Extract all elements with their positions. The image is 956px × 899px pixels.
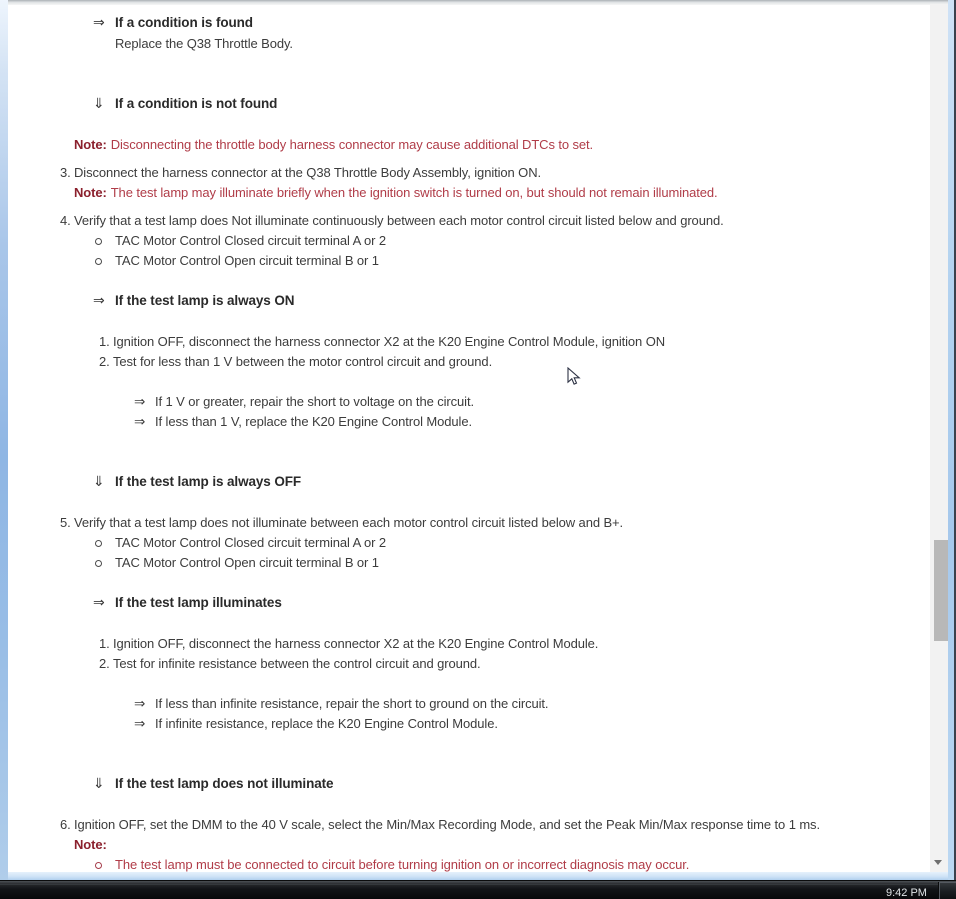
result-text: If 1 V or greater, repair the short to voltage on the circuit. bbox=[155, 394, 474, 409]
sub-step bbox=[99, 634, 930, 654]
note-text: Disconnecting the throttle body harness connector may cause additional DTCs to set. bbox=[110, 137, 594, 152]
step-text: Ignition OFF, disconnect the harness connector X2 at the K20 Engine Control Module. bbox=[113, 636, 599, 651]
list-item-text: TAC Motor Control Open circuit terminal B or 1 bbox=[115, 253, 379, 268]
step-text: Verify that a test lamp does Not illuminate continuously between each motor control circuit listed below and ground. bbox=[74, 213, 724, 228]
circle-bullet-icon bbox=[95, 238, 102, 245]
list-item bbox=[95, 251, 930, 271]
note bbox=[74, 183, 930, 203]
scroll-down-button[interactable] bbox=[934, 860, 942, 865]
result-line bbox=[134, 412, 930, 432]
list-item bbox=[95, 553, 930, 573]
result-text: If less than 1 V, replace the K20 Engine Control Module. bbox=[155, 414, 472, 429]
document-content bbox=[8, 4, 930, 872]
double-right-arrow-icon: ⇒ bbox=[93, 15, 105, 31]
condition-label: If the test lamp does not illuminate bbox=[115, 776, 334, 791]
step-text: Verify that a test lamp does not illuminate between each motor control circuit listed below and B+. bbox=[74, 515, 624, 530]
step-text: Test for less than 1 V between the motor control circuit and ground. bbox=[113, 354, 493, 369]
show-desktop-button[interactable] bbox=[938, 882, 956, 899]
note bbox=[74, 135, 930, 155]
step-number: 3. bbox=[60, 165, 71, 180]
sub-step bbox=[99, 654, 930, 674]
step-number: 2. bbox=[99, 656, 110, 671]
window-border-left bbox=[0, 0, 8, 880]
double-right-arrow-icon: ⇒ bbox=[93, 293, 105, 309]
action-label: Replace the Q38 Throttle Body. bbox=[115, 36, 293, 51]
step-number: 4. bbox=[60, 213, 71, 228]
condition-heading bbox=[93, 774, 930, 794]
double-down-arrow-icon: ⇓ bbox=[93, 776, 105, 792]
double-down-arrow-icon: ⇓ bbox=[93, 96, 105, 112]
list-item-text: TAC Motor Control Closed circuit terminal A or 2 bbox=[115, 535, 386, 550]
result-line bbox=[134, 392, 930, 412]
note-text: The test lamp may illuminate briefly when the ignition switch is turned on, but should not remain illuminated. bbox=[110, 185, 718, 200]
taskbar bbox=[0, 880, 956, 899]
taskbar-clock[interactable]: 9:42 PM bbox=[886, 887, 927, 899]
note-list-item bbox=[95, 855, 930, 872]
condition-label: If a condition is found bbox=[115, 15, 253, 30]
scrollbar-thumb[interactable] bbox=[934, 540, 948, 641]
double-down-arrow-icon: ⇓ bbox=[93, 474, 105, 490]
double-right-arrow-icon: ⇒ bbox=[93, 595, 105, 611]
list-item bbox=[95, 533, 930, 553]
condition-label: If the test lamp is always ON bbox=[115, 293, 295, 308]
circle-bullet-icon bbox=[95, 540, 102, 547]
window-border-bottom bbox=[0, 872, 956, 880]
sub-step bbox=[99, 352, 930, 372]
toolbar-bottom-edge bbox=[0, 0, 956, 5]
list-item-text: TAC Motor Control Closed circuit terminal A or 2 bbox=[115, 233, 386, 248]
procedure-step bbox=[60, 211, 930, 231]
step-number: 1. bbox=[99, 334, 110, 349]
note-label: Note: bbox=[74, 185, 107, 200]
condition-label: If the test lamp illuminates bbox=[115, 595, 282, 610]
step-number: 6. bbox=[60, 817, 71, 832]
circle-bullet-icon bbox=[95, 862, 102, 869]
result-text: If infinite resistance, replace the K20 Engine Control Module. bbox=[155, 716, 498, 731]
double-right-arrow-icon: ⇒ bbox=[134, 696, 146, 712]
note-label: Note: bbox=[74, 837, 107, 852]
list-item bbox=[95, 231, 930, 251]
sub-step bbox=[99, 332, 930, 352]
step-text: Ignition OFF, set the DMM to the 40 V scale, select the Min/Max Recording Mode, and set the Peak Min/Max response time to 1 ms. bbox=[74, 817, 820, 832]
action-text bbox=[115, 34, 930, 54]
condition-heading bbox=[93, 94, 930, 114]
step-text: Disconnect the harness connector at the Q38 Throttle Body Assembly, ignition ON. bbox=[74, 165, 541, 180]
condition-heading bbox=[93, 593, 930, 613]
condition-heading bbox=[93, 472, 930, 492]
list-item-text: TAC Motor Control Open circuit terminal B or 1 bbox=[115, 555, 379, 570]
result-text: If less than infinite resistance, repair the short to ground on the circuit. bbox=[155, 696, 549, 711]
result-line bbox=[134, 694, 930, 714]
step-number: 1. bbox=[99, 636, 110, 651]
mouse-cursor bbox=[567, 367, 581, 388]
procedure-step bbox=[60, 163, 930, 183]
double-right-arrow-icon: ⇒ bbox=[134, 414, 146, 430]
condition-label: If the test lamp is always OFF bbox=[115, 474, 302, 489]
step-number: 2. bbox=[99, 354, 110, 369]
condition-heading bbox=[93, 13, 930, 33]
step-number: 5. bbox=[60, 515, 71, 530]
note bbox=[74, 835, 930, 855]
step-text: Test for infinite resistance between the control circuit and ground. bbox=[113, 656, 481, 671]
vertical-scrollbar[interactable] bbox=[930, 4, 948, 872]
note-label: Note: bbox=[74, 137, 107, 152]
condition-label: If a condition is not found bbox=[115, 96, 278, 111]
circle-bullet-icon bbox=[95, 258, 102, 265]
note-item-text: The test lamp must be connected to circuit before turning ignition on or incorrect diagnosis may occur. bbox=[115, 857, 690, 872]
double-right-arrow-icon: ⇒ bbox=[134, 394, 146, 410]
step-text: Ignition OFF, disconnect the harness connector X2 at the K20 Engine Control Module, ignition ON bbox=[113, 334, 665, 349]
circle-bullet-icon bbox=[95, 560, 102, 567]
result-line bbox=[134, 714, 930, 734]
double-right-arrow-icon: ⇒ bbox=[134, 716, 146, 732]
condition-heading bbox=[93, 291, 930, 311]
procedure-step bbox=[60, 815, 930, 835]
procedure-step bbox=[60, 513, 930, 533]
